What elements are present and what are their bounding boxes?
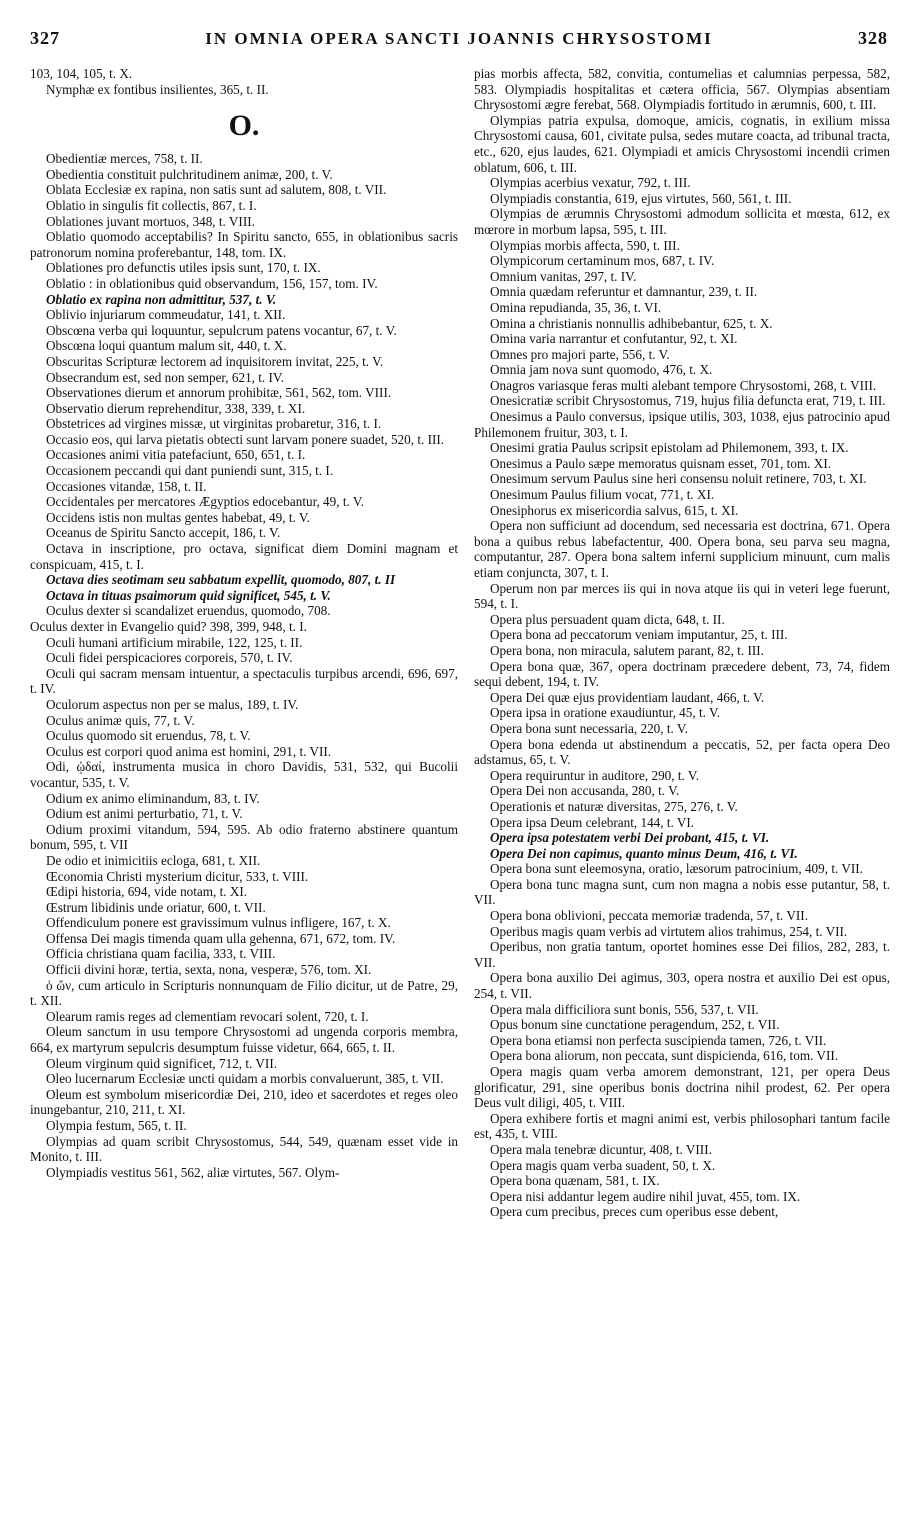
- index-entry: Oblata Ecclesiæ ex rapina, non satis sunt ad salutem, 808, t. VII.: [46, 182, 387, 198]
- right-entries: [474, 66, 890, 1220]
- index-entry: Omina a christianis nonnullis adhibebantur, 625, t. X.: [490, 315, 773, 331]
- index-entry: Oculus animæ quis, 77, t. V.: [46, 712, 195, 728]
- index-entry: Oblationes juvant mortuos, 348, t. VIII.: [46, 213, 255, 229]
- index-entry: Olearum ramis reges ad clementiam revocari solent, 720, t. I.: [46, 1008, 369, 1024]
- index-entry: Olympiadis constantia, 619, ejus virtutes, 560, 561, t. III.: [490, 190, 792, 206]
- index-entry: Oculi humani artificium mirabile, 122, 125, t. II.: [46, 634, 303, 650]
- index-entry: Obedientia constituit pulchritudinem animæ, 200, t. V.: [46, 166, 333, 182]
- index-entry: Olympias de ærumnis Chrysostomi admodum sollicita et mœsta, 612, ex mœrore in morbum lapsa, 595, t. III.: [474, 206, 890, 237]
- index-entry: Oblatio ex rapina non admittitur, 537, t. V.: [46, 291, 277, 307]
- index-entry: Œdipi historia, 694, vide notam, t. XI.: [46, 884, 248, 900]
- right-column: [474, 66, 890, 1530]
- index-entry: Omnia quædam referuntur et damnantur, 239, t. II.: [490, 284, 758, 300]
- index-entry: Opera exhibere fortis et magni animi est, verbis philosophari tantum facile est, 435, t. VIII.: [474, 1110, 890, 1142]
- left-column: [30, 66, 458, 1530]
- index-entry: Obscuritas Scripturæ lectorem ad inquisitorem invitat, 225, t. V.: [46, 353, 384, 369]
- index-entry: Opera Dei non accusanda, 280, t. V.: [490, 783, 680, 799]
- index-entry: Observationes dierum et annorum prohibitæ, 561, 562, tom. VIII.: [46, 385, 392, 401]
- index-entry: Onesimus a Paulo conversus, ipsique utilis, 303, 1038, ejus patrocinio apud Philemonem fruitur, 303, t. I.: [474, 409, 890, 440]
- section-letter: O.: [228, 109, 260, 143]
- index-entry: Opera bona etiamsi non perfecta suscipienda tamen, 726, t. VII.: [490, 1032, 827, 1048]
- index-entry: Obstetrices ad virgines missæ, ut virginitas probaretur, 316, t. I.: [46, 416, 382, 432]
- index-entry: Onesimi gratia Paulus scripsit epistolam ad Philemonem, 393, t. IX.: [490, 440, 849, 456]
- index-entry: De odio et inimicitiis ecloga, 681, t. XII.: [46, 852, 261, 868]
- index-entry: Oculus quomodo sit eruendus, 78, t. V.: [46, 728, 251, 744]
- index-entry: Octava in tituas psaimorum quid significet, 545, t. V.: [46, 587, 331, 603]
- index-entry: Oculus est corpori quod anima est homini, 291, t. VII.: [46, 743, 332, 759]
- index-entry: Oleum virginum quid significet, 712, t. VII.: [46, 1055, 278, 1071]
- index-entry: Operibus, non gratia tantum, oportet homines esse Dei filios, 282, 283, t. VII.: [474, 939, 890, 970]
- running-title: IN OMNIA OPERA SANCTI JOANNIS CHRYSOSTOMI: [205, 29, 713, 48]
- index-entry: Observatio dierum reprehenditur, 338, 339, t. XI.: [46, 400, 306, 416]
- index-entry: Olympias patria expulsa, domoque, amicis, cognatis, in exilium missa Chrysostomi causa, 601, civitate pulsa, sedes mutare coacta, ad tribunal tracta, etc., 620, ejus laudes, 621. Olympiadi et amicis Chrysostomi incendii crimen oblatum, 606, t. III.: [474, 112, 890, 175]
- index-entry: Opera ipsa Deum celebrant, 144, t. VI.: [490, 814, 695, 830]
- index-entry: Omina varia narrantur et confutantur, 92, t. XI.: [490, 331, 738, 347]
- index-entry: Occasionem peccandi qui dant puniendi sunt, 315, t. I.: [46, 463, 334, 479]
- index-entry: Officia christiana quam facilia, 333, t. VIII.: [46, 946, 276, 962]
- index-entry: Nymphæ ex fontibus insilientes, 365, t. II.: [46, 81, 269, 97]
- index-entry: Omnes pro majori parte, 556, t. V.: [490, 346, 670, 362]
- left-continuation-entries: [30, 66, 458, 97]
- index-entry: Opera bona oblivioni, peccata memoriæ tradenda, 57, t. VII.: [490, 908, 808, 924]
- index-entry: Opera plus persuadent quam dicta, 648, t. II.: [490, 611, 725, 627]
- index-entry: Oculus dexter in Evangelio quid? 398, 399, 948, t. I.: [30, 619, 307, 634]
- running-header: [30, 28, 888, 56]
- index-entry: Olympias acerbius vexatur, 792, t. III.: [490, 175, 691, 191]
- index-entry: Oculorum aspectus non per se malus, 189, t. IV.: [46, 696, 299, 712]
- index-entry: Occidens istis non multas gentes habebat, 49, t. V.: [46, 509, 310, 525]
- index-entry: Opera bona quænam, 581, t. IX.: [490, 1173, 660, 1189]
- index-entry: Omnium vanitas, 297, t. IV.: [490, 268, 637, 284]
- index-entry: Opera magis quam verba suadent, 50, t. X.: [490, 1157, 716, 1173]
- index-entry: Offendiculum ponere est gravissimum vulnus infligere, 167, t. X.: [46, 915, 391, 931]
- index-entry: Olympias ad quam scribit Chrysostomus, 544, 549, quænam esset vide in Monito, t. III.: [30, 1133, 458, 1165]
- index-entry: Opera Dei non capimus, quanto minus Deum, 416, t. VI.: [490, 845, 798, 861]
- index-entry: Occasio eos, qui larva pietatis obtecti sunt larvam ponere suadet, 520, t. III.: [46, 431, 445, 447]
- index-entry: Opera ipsa potestatem verbi Dei probant, 415, t. VI.: [490, 830, 770, 846]
- index-entry: Operationis et naturæ diversitas, 275, 276, t. V.: [490, 798, 738, 814]
- index-entry: Officii divini horæ, tertia, sexta, nona, vesperæ, 576, tom. XI.: [46, 962, 372, 978]
- index-entry: Opera bona ad peccatorum veniam imputantur, 25, t. III.: [490, 627, 788, 643]
- index-entry: Offensa Dei magis timenda quam ulla gehenna, 671, 672, tom. IV.: [46, 930, 396, 946]
- index-entry: Opera bona aliorum, non peccata, sunt dispicienda, 616, tom. VII.: [490, 1048, 839, 1064]
- index-entry: Œconomia Christi mysterium dicitur, 533, t. VIII.: [46, 868, 309, 884]
- index-entry: Oculi qui sacram mensam intuentur, a spectaculis turpibus arcendi, 696, 697, t. IV.: [30, 665, 458, 697]
- index-entry: Opera nisi addantur legem audire nihil juvat, 455, tom. IX.: [490, 1188, 801, 1204]
- index-entry: Odium ex animo eliminandum, 83, t. IV.: [46, 790, 260, 806]
- index-entry: Octava in inscriptione, pro octava, significat diem Domini magnam et conspicuam, 415, t. I.: [30, 541, 458, 572]
- index-entry: Oblatio : in oblationibus quid observandum, 156, 157, tom. IV.: [46, 275, 378, 291]
- index-entry: Opera cum precibus, preces cum operibus esse debent,: [490, 1204, 779, 1220]
- index-entry: Opera bona tunc magna sunt, cum non magna a nobis esse putantur, 58, t. VII.: [474, 876, 890, 908]
- index-entry: Oleo lucernarum Ecclesiæ uncti quidam a morbis convaluerunt, 385, t. VII.: [46, 1071, 444, 1087]
- index-entry: Olympiadis vestitus 561, 562, aliæ virtutes, 567. Olym-: [46, 1164, 340, 1180]
- index-entry: Olympias morbis affecta, 590, t. III.: [490, 237, 680, 253]
- index-entry: Oleum sanctum in usu tempore Chrysostomi ad ungenda corporis membra, 664, ex martyrum sepulcris desumptum fuisse videtur, 664, 665, t. II.: [30, 1024, 458, 1056]
- index-entry: Opera mala difficiliora sunt bonis, 556, 537, t. VII.: [490, 1001, 759, 1017]
- index-entry: Occidentales per mercatores Ægyptios edocebantur, 49, t. V.: [46, 494, 364, 510]
- page-number-right: 328: [857, 28, 888, 48]
- index-entry: Occasiones vitandæ, 158, t. II.: [46, 478, 207, 494]
- index-entry: Opus bonum sine cunctatione peragendum, 252, t. VII.: [490, 1017, 780, 1033]
- index-entry: Opera bona edenda ut abstinendum a peccatis, 52, per facta opera Deo adstamus, 65, t. V.: [474, 736, 890, 768]
- index-entry: Olympia festum, 565, t. II.: [46, 1118, 187, 1133]
- index-entry: Opera bona quæ, 367, opera doctrinam præcedere debent, 73, 74, fidem sequi debent, 194, t. IV.: [474, 658, 890, 690]
- index-entry: pias morbis affecta, 582, convitia, contumelias et calumnias perpessa, 582, 583. Olympiadis hospitalitas et cætera officia, 567. Olympias absentiam Chrysostomi ægre ferebat, 568. Olympiadis fortitudo in ærumnis, 600, t. III.: [474, 66, 890, 113]
- index-entry: Opera Dei quæ ejus providentiam laudant, 466, t. V.: [490, 689, 765, 705]
- index-entry: Odi, ᾠδαί, instrumenta musica in choro Davidis, 531, 532, qui Bucolii vocantur, 535, t. V.: [30, 759, 458, 790]
- index-entry: Olympicorum certaminum mos, 687, t. IV.: [490, 253, 715, 269]
- index-entry: Œstrum libidinis unde oriatur, 600, t. VII.: [46, 899, 266, 915]
- index-entry: Onesimum Paulus filium vocat, 771, t. XI.: [490, 487, 715, 503]
- index-entry: Onagros variasque feras multi alebant tempore Chrysostomi, 268, t. VIII.: [490, 377, 877, 393]
- index-entry: Onesiphorus ex misericordia salvus, 615, t. XI.: [490, 502, 739, 518]
- index-entry: Oblivio injuriarum commeudatur, 141, t. XII.: [46, 307, 286, 323]
- index-entry: Octava dies seotimam seu sabbatum expellit, quomodo, 807, t. II: [46, 572, 396, 588]
- index-entry: Obscœna loqui quantum malum sit, 440, t. X.: [46, 338, 287, 354]
- page-number-left: 327: [30, 28, 60, 48]
- index-entry: Onesicratiæ scribit Chrysostomus, 719, hujus filia defuncta erat, 719, t. III.: [490, 393, 886, 409]
- index-entry: Oblatio in singulis fit collectis, 867, t. I.: [46, 197, 257, 213]
- index-entry: Omina repudianda, 35, 36, t. VI.: [490, 299, 662, 315]
- index-entry: 103, 104, 105, t. X.: [30, 66, 133, 81]
- index-entry: Opera bona, non miracula, salutem parant, 82, t. III.: [490, 642, 764, 658]
- index-entry: Odium proximi vitandum, 594, 595. Ab odio fraterno abstinere quantum bonum, 595, t. VII: [30, 821, 458, 853]
- index-entry: Opera ipsa in oratione exaudiuntur, 45, t. V.: [490, 705, 721, 721]
- index-entry: Obscœna verba qui loquuntur, sepulcrum patens vocantur, 67, t. V.: [46, 322, 397, 338]
- index-entry: Opera bona sunt eleemosyna, oratio, læsorum patrocinium, 409, t. VII.: [490, 861, 863, 877]
- index-entry: Opera magis quam verba amorem demonstrant, 121, per opera Deus glorificatur, 291, sine operibus bonis doctrina nihil prodest, 62. Per opera Deus vult diligi, 405, t. VIII.: [474, 1064, 890, 1111]
- index-entry: Opera bona auxilio Dei agimus, 303, opera nostra et auxilio Dei est opus, 254, t. VII.: [474, 970, 890, 1002]
- index-entry: Oceanus de Spiritu Sancto accepit, 186, t. V.: [46, 525, 281, 541]
- index-entry: Occasiones animi vitia patefaciunt, 650, 651, t. I.: [46, 447, 306, 463]
- index-entry: Operibus magis quam verbis ad virtutem alios trahimus, 254, t. VII.: [490, 923, 848, 939]
- index-entry: ὁ ὤν, cum articulo in Scripturis nonnunquam de Filio dicitur, ut de Patre, 29, t. XII.: [30, 977, 458, 1009]
- index-entry: Oculus dexter si scandalizet eruendus, quomodo, 708.: [46, 603, 331, 619]
- index-entry: Onesimus a Paulo sæpe memoratus quisnam esset, 701, tom. XI.: [490, 455, 832, 471]
- left-entries: [30, 151, 458, 1180]
- index-entry: Opera bona sunt necessaria, 220, t. V.: [490, 720, 689, 736]
- index-entry: Operum non par merces iis qui in nova atque iis qui in veteri lege fuerunt, 594, t. I.: [474, 580, 890, 612]
- index-entry: Onesimum servum Paulus sine heri consensu noluit retinere, 703, t. XI.: [490, 471, 867, 487]
- index-entry: Oblatio quomodo acceptabilis? In Spiritu sancto, 655, in oblationibus sacris patronorum nomina proferebantur, 148, tom. IX.: [30, 229, 458, 260]
- index-entry: Oculi fidei perspicaciores corporeis, 570, t. IV.: [46, 650, 293, 666]
- index-entry: Oleum est symbolum misericordiæ Dei, 210, ideo et sacerdotes et reges oleo inungebantur, 210, 211, t. XI.: [30, 1086, 458, 1118]
- index-entry: Opera requiruntur in auditore, 290, t. V.: [490, 767, 700, 783]
- index-entry: Omnia jam nova sunt quomodo, 476, t. X.: [490, 362, 713, 378]
- index-entry: Odium est animi perturbatio, 71, t. V.: [46, 806, 243, 822]
- index-entry: Opera non sufficiunt ad docendum, sed necessaria est doctrina, 671. Opera bona a quibus rebus labefactentur, 400. Opera bona, seu parva seu magna, computantur, 287. Opera bona saltem inferni supplicium minuunt, cum malis etiam conjuncta, 307, t. I.: [474, 518, 890, 580]
- index-entry: Obedientiæ merces, 758, t. II.: [46, 151, 203, 167]
- index-entry: Obsecrandum est, sed non semper, 621, t. IV.: [46, 369, 285, 385]
- index-entry: Oblationes pro defunctis utiles ipsis sunt, 170, t. IX.: [46, 260, 321, 276]
- index-entry: Opera mala tenebræ dicuntur, 408, t. VIII.: [490, 1141, 712, 1157]
